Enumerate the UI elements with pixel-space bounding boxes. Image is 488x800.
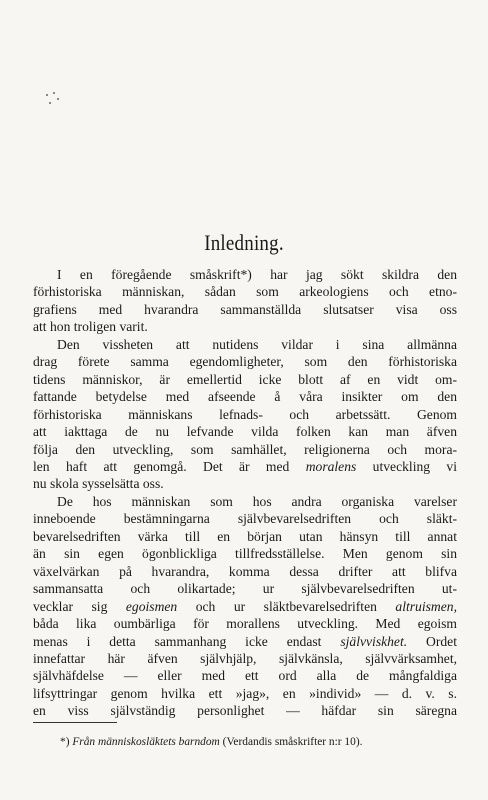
text-line: att iakttaga de nu lefvande vilda folken kan man äfven — [33, 424, 457, 440]
print-specks — [44, 92, 64, 108]
paragraph-1 — [33, 266, 457, 336]
text-line: len haft att genomgå. Det är med moralens utveckling vi — [33, 458, 457, 474]
text-line: De hos människan som hos andra organiska varelser — [57, 493, 457, 509]
footnote-divider — [33, 722, 117, 723]
text-line: förhistoriska människan, sådan som arkeologiens och etno- — [33, 284, 457, 300]
text-line: växelvärkan på hvarandra, komma dessa drifter att blifva — [33, 563, 457, 579]
text-line: en viss självständig personlighet — häfdar sin säregna — [33, 703, 457, 719]
text-line: drag förete samma egendomligheter, som den förhistoriska — [33, 354, 457, 370]
text-line: att hon troligen varit. — [33, 319, 148, 335]
text-line: lifsyttringar genom hvilka ett »jag», en »individ» — d. v. s. — [33, 685, 457, 701]
text-line: självhäfdelse — eller med ett ord alla de mångfaldiga — [33, 668, 457, 684]
text-line: menas i detta sammanhang icke endast självviskhet. Ordet — [33, 633, 457, 649]
text-line: I en föregående småskrift*) har jag sökt skildra den — [57, 267, 457, 282]
paragraph-3 — [33, 493, 457, 720]
body-text — [33, 266, 457, 720]
text-line: Den vissheten att nutidens vildar i sina allmänna — [57, 336, 457, 352]
text-line: än sin egen ögonblickliga tillfredsställelse. Men genom sin — [33, 546, 457, 562]
text-line: nu skola sysselsätta oss. — [33, 476, 164, 492]
text-line: inneboende bestämningarna självbevarelsedriften och släkt- — [33, 511, 457, 527]
footnote: *) Från människosläktets barndom (Verdandis småskrifter n:r 10). — [60, 736, 363, 748]
text-line: innefattar här äfven självhjälp, självkänsla, självvärksamhet, — [33, 650, 457, 666]
text-line: förhistoriska människans lefnads- och arbetssätt. Genom — [33, 406, 457, 422]
text-line: båda lika oumbärliga för morallens utveckling. Med egoism — [33, 616, 457, 632]
text-line: tidens människor, är emellertid icke blott af en vidt om- — [33, 371, 457, 387]
text-line: vecklar sig egoismen och ur släktbevarelsedriften altruismen, — [33, 598, 457, 614]
text-line: grafiens med hvarandra sammanställda slutsatser visa oss — [33, 301, 457, 317]
text-line: fattande betydelse med afseende å våra insikter om den — [33, 389, 457, 405]
page-title: Inledning. — [204, 231, 284, 256]
text-line: sammansatta och olikartade; ur självbevarelsedriften ut- — [33, 581, 457, 597]
text-line: bevarelsedriften värka till en början utan hänsyn till annat — [33, 528, 457, 544]
paragraph-2 — [33, 336, 457, 493]
text-line: följa den utveckling, som samhället, religionerna och mora- — [33, 441, 457, 457]
